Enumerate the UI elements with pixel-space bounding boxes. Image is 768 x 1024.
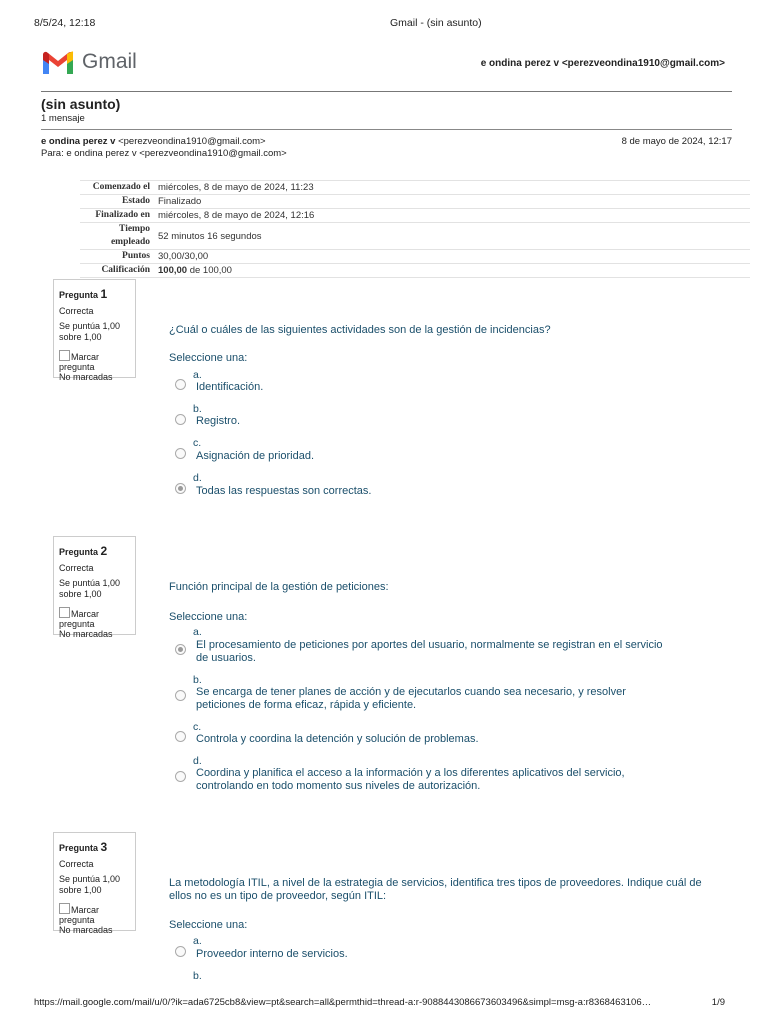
question-text: ¿Cuál o cuáles de las siguientes actividades son de la gestión de incidencias? <box>169 324 551 336</box>
summary-value: 30,00/30,00 <box>154 250 750 264</box>
option-letter: a. <box>193 626 202 638</box>
option-radio[interactable] <box>175 379 186 390</box>
option-letter: b. <box>193 970 202 982</box>
divider <box>41 129 732 130</box>
table-row <box>80 250 750 264</box>
question-info-box <box>53 536 136 639</box>
option-radio[interactable] <box>175 731 186 742</box>
summary-key: Finalizado en <box>80 209 154 223</box>
sender-email: <perezveondina1910@gmail.com> <box>118 136 266 147</box>
flag-label: Marcar pregunta <box>59 609 100 629</box>
option-radio[interactable] <box>175 771 186 782</box>
summary-value: 52 minutos 16 segundos <box>154 223 750 250</box>
email-from <box>41 136 266 147</box>
question-text: Función principal de la gestión de peticiones: <box>169 581 389 593</box>
question-title <box>59 544 107 558</box>
gmail-logo-icon <box>41 50 75 81</box>
grade-value: 100,00 <box>158 265 188 276</box>
print-title: Gmail - (sin asunto) <box>390 17 482 29</box>
email-date: 8 de mayo de 2024, 12:17 <box>621 136 732 147</box>
option-radio[interactable] <box>175 690 186 701</box>
summary-value: miércoles, 8 de mayo de 2024, 12:16 <box>154 209 750 223</box>
flag-status: No marcadas <box>59 372 113 382</box>
question-title <box>59 840 107 854</box>
option-text[interactable]: El procesamiento de peticiones por aportes del usuario, normalmente se registran en el servicio de usuarios. <box>196 639 663 664</box>
question-text: La metodología ITIL, a nivel de la estrategia de servicios, identifica tres tipos de proveedores. Indique cuál de ellos no es un tipo de proveedor, según ITIL: <box>169 877 702 902</box>
option-radio[interactable] <box>175 414 186 425</box>
option-radio-selected[interactable] <box>175 483 186 494</box>
message-count: 1 mensaje <box>41 113 85 124</box>
select-label: Seleccione una: <box>169 352 248 364</box>
flag-question-link[interactable] <box>59 607 131 639</box>
question-label: Pregunta <box>59 290 99 300</box>
table-row <box>80 195 750 209</box>
summary-value: miércoles, 8 de mayo de 2024, 11:23 <box>154 181 750 195</box>
option-text[interactable]: Se encarga de tener planes de acción y de ejecutarlos cuando sea necesario, y resolver peticiones de forma eficaz, rápida y eficiente. <box>196 686 626 711</box>
option-radio[interactable] <box>175 448 186 459</box>
question-info-box <box>53 279 136 382</box>
flag-label: Marcar pregunta <box>59 905 100 925</box>
question-state: Correcta <box>59 563 94 573</box>
option-radio-selected[interactable] <box>175 644 186 655</box>
option-letter: d. <box>193 755 202 767</box>
account-recipient: e ondina perez v <perezveondina1910@gmail.com> <box>480 58 725 69</box>
print-page-number: 1/9 <box>711 997 725 1008</box>
summary-key: Estado <box>80 195 154 209</box>
summary-key: Puntos <box>80 250 154 264</box>
option-letter: a. <box>193 935 202 947</box>
sender-name: e ondina perez v <box>41 136 116 147</box>
grade-total: de 100,00 <box>187 265 232 276</box>
question-state: Correcta <box>59 306 94 316</box>
option-text[interactable]: Identificación. <box>196 381 264 393</box>
question-label: Pregunta <box>59 843 99 853</box>
question-number: 3 <box>100 840 108 854</box>
question-title <box>59 287 107 301</box>
gmail-wordmark: Gmail <box>82 50 137 73</box>
summary-key: Tiempo empleado <box>80 223 154 250</box>
question-score: Se puntúa 1,00 sobre 1,00 <box>59 578 121 599</box>
option-text[interactable]: Asignación de prioridad. <box>196 450 315 462</box>
question-info-box <box>53 832 136 935</box>
summary-value <box>154 264 750 278</box>
option-text[interactable]: Proveedor interno de servicios. <box>196 948 348 960</box>
summary-value: Finalizado <box>154 195 750 209</box>
question-score: Se puntúa 1,00 sobre 1,00 <box>59 321 121 342</box>
flag-label: Marcar pregunta <box>59 352 100 372</box>
flag-question-link[interactable] <box>59 903 131 935</box>
select-label: Seleccione una: <box>169 919 248 931</box>
table-row <box>80 209 750 223</box>
table-row <box>80 181 750 195</box>
flag-status: No marcadas <box>59 925 113 935</box>
option-letter: d. <box>193 472 202 484</box>
table-row <box>80 223 750 250</box>
divider <box>41 91 732 92</box>
question-number: 1 <box>100 287 108 301</box>
print-footer-url: https://mail.google.com/mail/u/0/?ik=ada6725cb8&view=pt&search=all&permthid=thread-a:r-9088443086673603496&simpl=msg-a:r8368463106… <box>34 997 652 1008</box>
option-letter: a. <box>193 369 202 381</box>
option-radio[interactable] <box>175 946 186 957</box>
question-number: 2 <box>100 544 108 558</box>
flag-status: No marcadas <box>59 629 113 639</box>
summary-key: Comenzado el <box>80 181 154 195</box>
option-letter: c. <box>193 721 202 733</box>
question-state: Correcta <box>59 859 94 869</box>
option-letter: b. <box>193 674 202 686</box>
select-label: Seleccione una: <box>169 611 248 623</box>
question-score: Se puntúa 1,00 sobre 1,00 <box>59 874 121 895</box>
flag-question-link[interactable] <box>59 350 131 382</box>
option-letter: c. <box>193 437 202 449</box>
flag-icon <box>59 607 70 618</box>
option-text[interactable]: Controla y coordina la detención y solución de problemas. <box>196 733 479 745</box>
flag-icon <box>59 350 70 361</box>
print-datetime: 8/5/24, 12:18 <box>34 17 96 29</box>
option-text[interactable]: Coordina y planifica el acceso a la información y a los diferentes aplicativos del servicio, controlando en todo momento sus niveles de autorización. <box>196 767 625 792</box>
option-text[interactable]: Todas las respuestas son correctas. <box>196 485 372 497</box>
email-subject: (sin asunto) <box>41 96 121 112</box>
option-letter: b. <box>193 403 202 415</box>
option-text[interactable]: Registro. <box>196 415 241 427</box>
quiz-summary-table <box>80 180 750 278</box>
summary-key: Calificación <box>80 264 154 278</box>
email-to: Para: e ondina perez v <perezveondina1910@gmail.com> <box>41 148 287 159</box>
table-row <box>80 264 750 278</box>
question-label: Pregunta <box>59 547 99 557</box>
flag-icon <box>59 903 70 914</box>
